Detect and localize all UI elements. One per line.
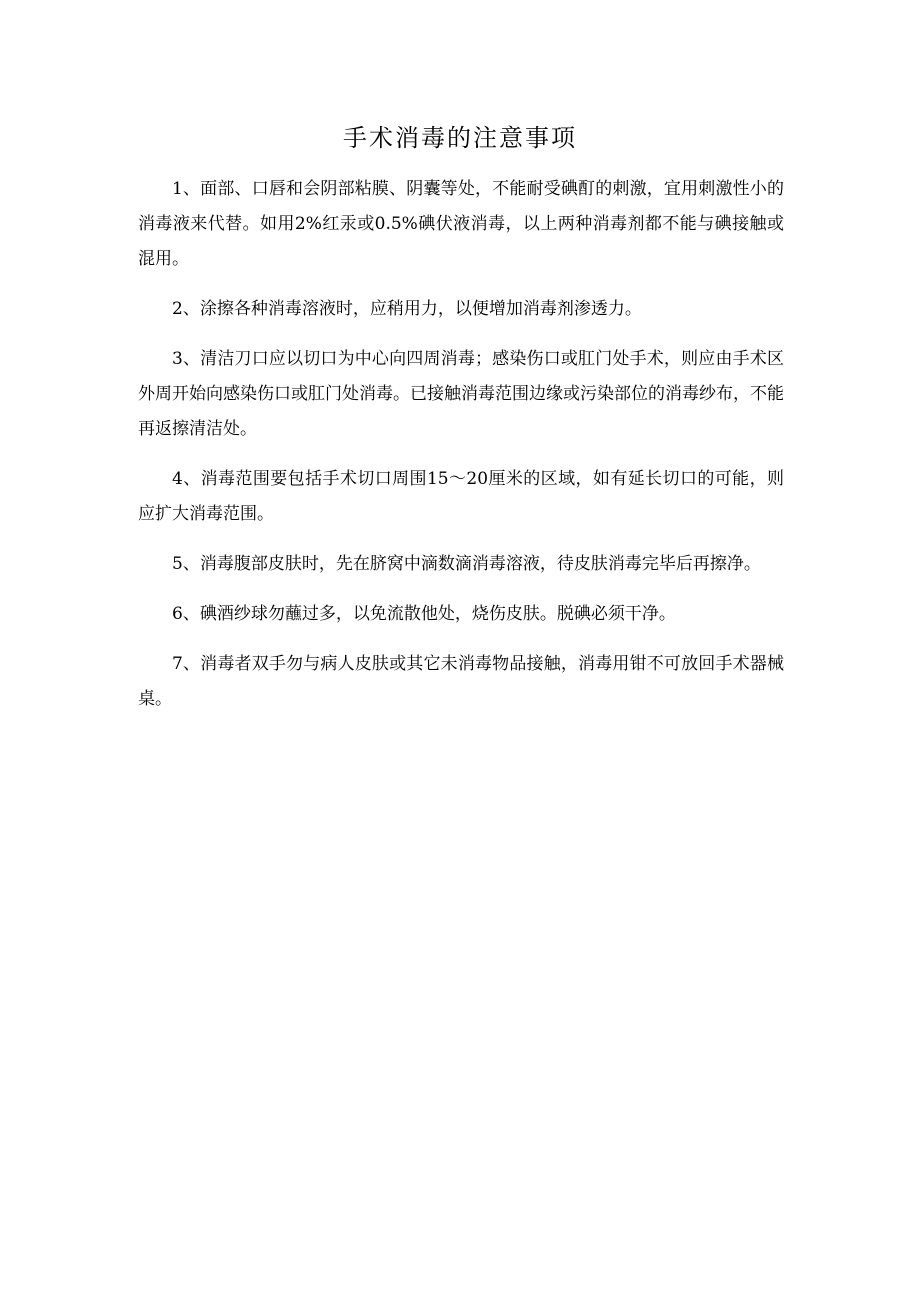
document-title: 手术消毒的注意事项 [343,124,577,152]
document-body [138,172,784,732]
paragraph-item-6: 6、碘酒纱球勿蘸过多，以免流散他处，烧伤皮肤。脱碘必须干净。 [172,604,676,624]
paragraph-item-7: 7、消毒者双手勿与病人皮肤或其它未消毒物品接触，消毒用钳不可放回手术器械桌。 [138,654,784,709]
paragraph-item-1: 1、面部、口唇和会阴部粘膜、阴囊等处，不能耐受碘酊的刺激，宜用刺激性小的消毒液来代替。如用2%红汞或0.5%碘伏液消毒，以上两种消毒剂都不能与碘接触或混用。 [138,179,784,269]
paragraph-item-5: 5、消毒腹部皮肤时，先在脐窝中滴数滴消毒溶液，待皮肤消毒完毕后再擦净。 [172,554,761,574]
paragraph-item-3: 3、清洁刀口应以切口为中心向四周消毒；感染伤口或肛门处手术，则应由手术区外周开始向感染伤口或肛门处消毒。已接触消毒范围边缘或污染部位的消毒纱布，不能再返擦清洁处。 [138,349,784,439]
paragraph-item-4: 4、消毒范围要包括手术切口周围15～20厘米的区域，如有延长切口的可能，则应扩大消毒范围。 [138,469,784,524]
paragraph-item-2: 2、涂擦各种消毒溶液时，应稍用力，以便增加消毒剂渗透力。 [172,299,642,319]
